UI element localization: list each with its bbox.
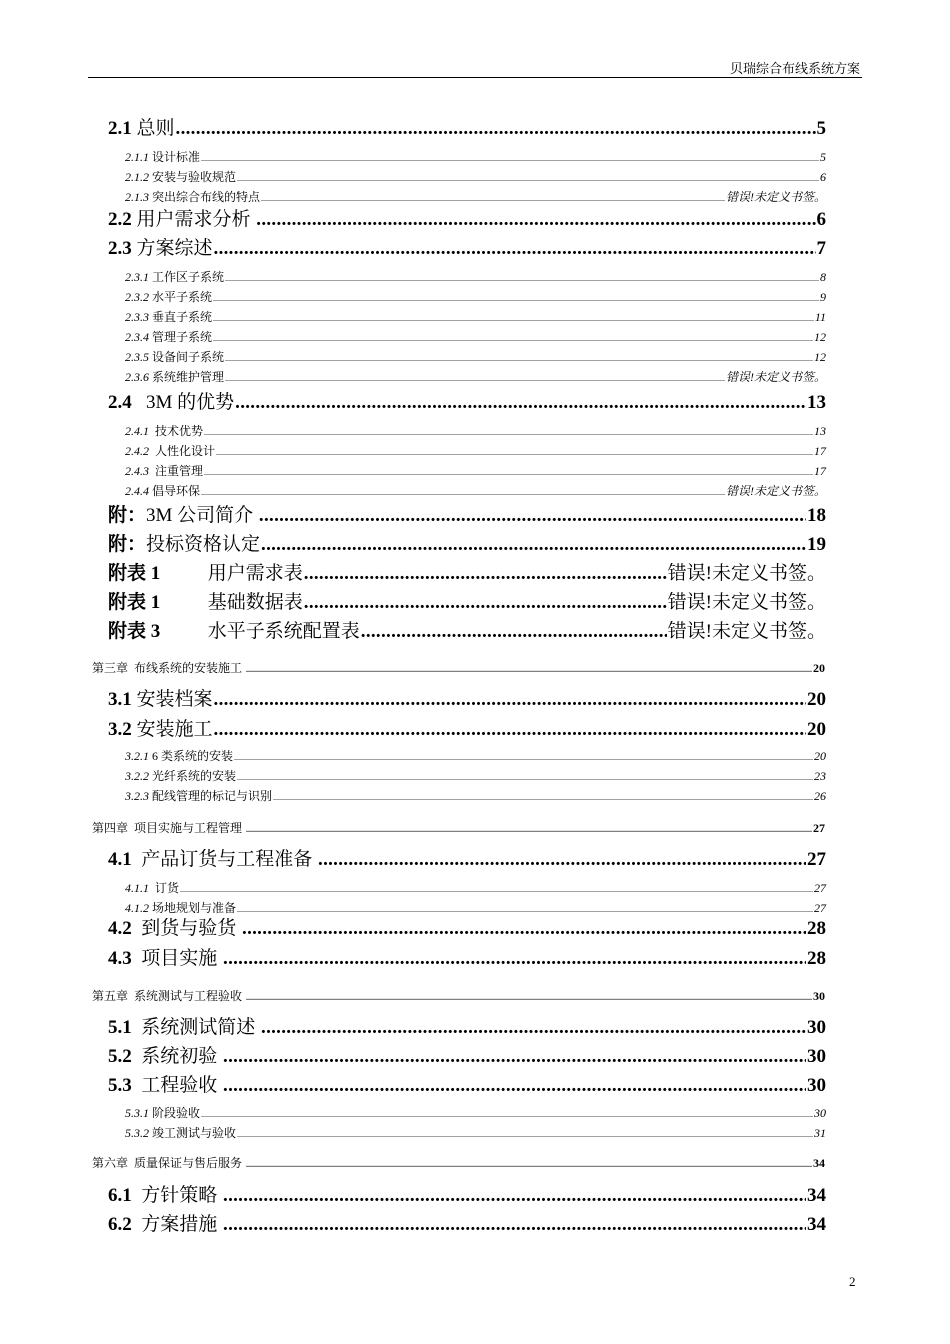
- toc-entry-title: 系统测试与工程验收: [128, 989, 246, 1003]
- toc-entry-number: 5.2: [108, 1046, 132, 1067]
- toc-entry-title: 管理子系统: [149, 330, 213, 344]
- toc-entry-title: 质量保证与售后服务: [128, 1156, 246, 1170]
- toc-entry-title: 订货: [149, 881, 180, 895]
- dot-leader: [213, 294, 819, 303]
- dot-leader: [201, 488, 725, 497]
- toc-entry-number: 2.3.6: [125, 370, 149, 384]
- toc-entry[interactable]: [125, 288, 826, 305]
- toc-entry-page: 错误!未定义书签。: [726, 484, 826, 498]
- toc-entry-title: 基础数据表: [160, 592, 303, 613]
- toc-entry-page: 26: [814, 789, 826, 803]
- toc-entry-title: 注重管理: [149, 464, 204, 478]
- toc-entry-page: 30: [814, 1106, 826, 1120]
- toc-entry[interactable]: [125, 188, 826, 205]
- toc-entry[interactable]: [92, 987, 825, 1004]
- dot-leader: [201, 154, 819, 163]
- toc-entry[interactable]: [125, 148, 826, 165]
- toc-entry-title: 投标资格认定: [146, 534, 261, 555]
- dot-leader: [225, 274, 819, 283]
- toc-entry-number: 第三章: [92, 661, 129, 675]
- toc-entry-title: 工作区子系统: [149, 270, 225, 284]
- toc-entry-page: 30: [807, 1075, 826, 1096]
- toc-entry-number: 2.3.2: [125, 290, 149, 304]
- toc-entry-title: 3M 公司简介: [146, 505, 258, 526]
- toc-entry-number: 3.2: [108, 719, 132, 740]
- dot-leader: [273, 793, 813, 802]
- toc-entry-title: 倡导环保: [149, 484, 201, 498]
- toc-entry-number: 2.4.2: [125, 444, 149, 458]
- toc-entry-page: 27: [814, 901, 826, 915]
- dot-leader: [261, 1017, 806, 1039]
- toc-entry-page: 5: [820, 150, 826, 164]
- toc-entry-title: 用户需求分析: [131, 209, 256, 230]
- toc-entry-number: 附表 3: [108, 621, 161, 642]
- toc-entry-title: 方案措施: [131, 1214, 223, 1235]
- dot-leader: [213, 314, 814, 323]
- toc-entry-title: 阶段验收: [149, 1106, 201, 1120]
- dot-leader: [242, 918, 806, 940]
- toc-entry-page: 错误!未定义书签。: [667, 592, 826, 613]
- dot-leader: [180, 885, 813, 894]
- toc-entry-page: 18: [807, 505, 826, 526]
- toc-entry[interactable]: [108, 529, 826, 556]
- dot-leader: [223, 1075, 806, 1097]
- toc-entry-page: 6: [820, 170, 826, 184]
- toc-entry-page: 30: [813, 989, 825, 1003]
- toc-entry-page: 错误!未定义书签。: [667, 563, 826, 584]
- dot-leader: [261, 534, 806, 556]
- toc-entry-number: 2.3.1: [125, 270, 149, 284]
- toc-entry-page: 20: [807, 689, 826, 710]
- toc-entry-number: 4.3: [108, 948, 132, 969]
- toc-entry-title: 总则: [131, 118, 175, 139]
- dot-leader: [234, 753, 813, 762]
- toc-entry-number: 5.3: [108, 1075, 132, 1096]
- toc-entry[interactable]: [92, 659, 825, 676]
- toc-entry-title: 项目实施与工程管理: [128, 821, 246, 835]
- toc-entry-page: 27: [814, 881, 826, 895]
- dot-leader: [304, 592, 667, 614]
- dot-leader: [361, 621, 667, 643]
- toc-entry-title: 光纤系统的安装: [149, 769, 237, 783]
- toc-entry-page: 17: [814, 444, 826, 458]
- toc-entry[interactable]: [108, 684, 826, 711]
- toc-entry-page: 7: [816, 238, 826, 259]
- toc-entry-title: 突出综合布线的特点: [149, 190, 261, 204]
- toc-entry-number: 2.2: [108, 209, 132, 230]
- toc-entry[interactable]: [125, 368, 826, 385]
- toc-entry-title: 系统维护管理: [149, 370, 225, 384]
- toc-entry-number: 2.4: [108, 392, 132, 413]
- toc-entry-title: 场地规划与准备: [149, 901, 237, 915]
- toc-entry-page: 6: [816, 209, 826, 230]
- page-header: [88, 60, 862, 78]
- toc-entry-page: 13: [807, 392, 826, 413]
- toc-entry[interactable]: [108, 387, 826, 414]
- toc-entry-number: 5.1: [108, 1017, 132, 1038]
- dot-leader: [176, 118, 816, 140]
- toc-entry-title: 安装与验收规范: [149, 170, 237, 184]
- toc-entry[interactable]: [125, 879, 826, 896]
- toc-entry-number: 2.3.3: [125, 310, 149, 324]
- toc-entry[interactable]: [108, 913, 826, 940]
- toc-entry-page: 9: [820, 290, 826, 304]
- toc-entry-page: 13: [814, 424, 826, 438]
- dot-leader: [237, 773, 813, 782]
- toc-entry-number: 4.1.1: [125, 881, 149, 895]
- toc-entry[interactable]: [125, 268, 826, 285]
- dot-leader: [304, 563, 667, 585]
- dot-leader: [246, 665, 812, 674]
- toc-entry-page: 17: [814, 464, 826, 478]
- toc-entry[interactable]: [125, 767, 826, 784]
- dot-leader: [204, 428, 813, 437]
- toc-entry-page: 27: [807, 849, 826, 870]
- toc-entry-number: 附表 1: [108, 592, 161, 613]
- toc-entry-number: 2.4.1: [125, 424, 149, 438]
- toc-entry-number: 4.1: [108, 849, 132, 870]
- toc-entry-page: 28: [807, 918, 826, 939]
- dot-leader: [216, 448, 813, 457]
- toc-entry[interactable]: [108, 1070, 826, 1097]
- toc-entry-page: 19: [807, 534, 826, 555]
- toc-entry-number: 附表 1: [108, 563, 161, 584]
- header-title: 贝瑞综合布线系统方案: [729, 61, 860, 76]
- toc-entry-title: 系统测试简述: [131, 1017, 261, 1038]
- toc-entry-title: 产品订货与工程准备: [131, 849, 318, 870]
- toc-entry-title: 方案综述: [131, 238, 213, 259]
- toc-entry[interactable]: [125, 422, 826, 439]
- dot-leader: [214, 238, 816, 260]
- toc-entry-number: 2.1.2: [125, 170, 149, 184]
- dot-leader: [246, 993, 812, 1002]
- dot-leader: [225, 374, 725, 383]
- toc-entry-number: 2.4.4: [125, 484, 149, 498]
- toc-entry-title: 设计标准: [149, 150, 201, 164]
- toc-entry[interactable]: [108, 587, 826, 614]
- toc-entry[interactable]: [108, 558, 826, 585]
- toc-entry-page: 20: [814, 749, 826, 763]
- toc-entry-number: 2.1.1: [125, 150, 149, 164]
- toc-entry-number: 第六章: [92, 1156, 129, 1170]
- toc-entry[interactable]: [108, 1041, 826, 1068]
- toc-entry-page: 27: [813, 821, 825, 835]
- toc-entry[interactable]: [125, 1104, 826, 1121]
- dot-leader: [261, 194, 725, 203]
- toc-entry[interactable]: [125, 787, 826, 804]
- toc-entry-page: 28: [807, 948, 826, 969]
- toc-entry[interactable]: [108, 1012, 826, 1039]
- dot-leader: [225, 354, 813, 363]
- toc-entry-page: 8: [820, 270, 826, 284]
- toc-entry-title: 水平子系统: [149, 290, 213, 304]
- toc-entry-number: 5.3.2: [125, 1126, 149, 1140]
- toc-entry-number: 3.1: [108, 689, 132, 710]
- toc-entry-page: 12: [814, 350, 826, 364]
- toc-entry[interactable]: [125, 462, 826, 479]
- toc-entry-title: 3M 的优势: [131, 392, 235, 413]
- toc-entry-title: 设备间子系统: [149, 350, 225, 364]
- toc-entry[interactable]: [108, 943, 826, 970]
- toc-entry[interactable]: [125, 442, 826, 459]
- toc-entry[interactable]: [125, 328, 826, 345]
- toc-entry[interactable]: [125, 168, 826, 185]
- toc-entry-title: 项目实施: [131, 948, 223, 969]
- toc-entry[interactable]: [125, 308, 826, 325]
- toc-entry-page: 错误!未定义书签。: [667, 621, 826, 642]
- dot-leader: [223, 1214, 806, 1236]
- dot-leader: [214, 689, 806, 711]
- toc-entry[interactable]: [108, 233, 826, 260]
- dot-leader: [223, 1046, 806, 1068]
- toc-entry-page: 31: [814, 1126, 826, 1140]
- toc-entry-number: 3.2.1: [125, 749, 149, 763]
- toc-entry[interactable]: [108, 616, 826, 643]
- toc-entry-page: 20: [807, 719, 826, 740]
- toc-entry-number: 2.3.5: [125, 350, 149, 364]
- toc-entry[interactable]: [125, 1124, 826, 1141]
- toc-entry-number: 第四章: [92, 821, 129, 835]
- dot-leader: [223, 948, 806, 970]
- toc-entry[interactable]: [92, 1154, 825, 1171]
- toc-entry-page: 错误!未定义书签。: [726, 370, 826, 384]
- toc-entry[interactable]: [108, 113, 826, 140]
- toc-entry-number: 2.1.3: [125, 190, 149, 204]
- dot-leader: [256, 209, 815, 231]
- toc-entry[interactable]: [125, 348, 826, 365]
- toc-entry-title: 6 类系统的安装: [149, 749, 234, 763]
- toc-entry-page: 30: [807, 1046, 826, 1067]
- toc-entry-page: 20: [813, 661, 825, 675]
- dot-leader: [214, 719, 806, 741]
- toc-entry-title: 系统初验: [131, 1046, 223, 1067]
- toc-entry[interactable]: [108, 1180, 826, 1207]
- toc-entry[interactable]: [125, 482, 826, 499]
- toc-entry-page: 34: [807, 1185, 826, 1206]
- toc-entry-title: 安装档案: [131, 689, 213, 710]
- dot-leader: [204, 468, 813, 477]
- toc-entry-page: 34: [813, 1156, 825, 1170]
- toc-entry[interactable]: [92, 819, 825, 836]
- dot-leader: [213, 334, 813, 343]
- dot-leader: [223, 1185, 806, 1207]
- toc-entry-number: 附：: [108, 505, 147, 526]
- dot-leader: [235, 392, 806, 414]
- toc-entry-title: 布线系统的安装施工: [128, 661, 246, 675]
- toc-entry[interactable]: [108, 714, 826, 741]
- toc-entry-title: 方针策略: [131, 1185, 223, 1206]
- toc-entry[interactable]: [108, 204, 826, 231]
- toc-entry-number: 2.1: [108, 118, 132, 139]
- toc-entry-number: 3.2.3: [125, 789, 149, 803]
- toc-entry-number: 2.3: [108, 238, 132, 259]
- toc-entry-page: 12: [814, 330, 826, 344]
- toc-entry-title: 竣工测试与验收: [149, 1126, 237, 1140]
- toc-entry-number: 6.2: [108, 1214, 132, 1235]
- toc-entry-title: 人性化设计: [149, 444, 216, 458]
- toc-entry-page: 34: [807, 1214, 826, 1235]
- dot-leader: [318, 849, 806, 871]
- toc-entry-title: 垂直子系统: [149, 310, 213, 324]
- toc-entry-page: 23: [814, 769, 826, 783]
- toc-entry-number: 6.1: [108, 1185, 132, 1206]
- dot-leader: [237, 1130, 813, 1139]
- toc-entry-number: 第五章: [92, 989, 129, 1003]
- toc-entry-title: 用户需求表: [160, 563, 303, 584]
- toc-entry-title: 到货与验货: [131, 918, 242, 939]
- toc-entry-page: 5: [816, 118, 826, 139]
- toc-entry-page: 错误!未定义书签。: [726, 190, 826, 204]
- toc-entry-title: 安装施工: [131, 719, 213, 740]
- page-number: 2: [849, 1274, 856, 1289]
- toc-entry-title: 配线管理的标记与识别: [149, 789, 273, 803]
- toc-entry-title: 水平子系统配置表: [160, 621, 360, 642]
- toc-entry[interactable]: [108, 1209, 826, 1236]
- dot-leader: [246, 825, 812, 834]
- toc-entry-number: 4.2: [108, 918, 132, 939]
- dot-leader: [237, 174, 819, 183]
- toc-entry[interactable]: [108, 500, 826, 527]
- toc-entry-number: 2.4.3: [125, 464, 149, 478]
- dot-leader: [246, 1160, 812, 1169]
- toc-entry-number: 2.3.4: [125, 330, 149, 344]
- dot-leader: [259, 505, 806, 527]
- toc-entry-title: 工程验收: [131, 1075, 223, 1096]
- toc-entry-page: 30: [807, 1017, 826, 1038]
- toc-entry-number: 5.3.1: [125, 1106, 149, 1120]
- toc-entry-number: 4.1.2: [125, 901, 149, 915]
- toc-entry[interactable]: [108, 844, 826, 871]
- dot-leader: [201, 1110, 813, 1119]
- toc-entry[interactable]: [125, 747, 826, 764]
- toc-entry-number: 附：: [108, 534, 147, 555]
- toc-entry-page: 11: [814, 310, 826, 324]
- toc-entry-number: 3.2.2: [125, 769, 149, 783]
- toc-entry-title: 技术优势: [149, 424, 204, 438]
